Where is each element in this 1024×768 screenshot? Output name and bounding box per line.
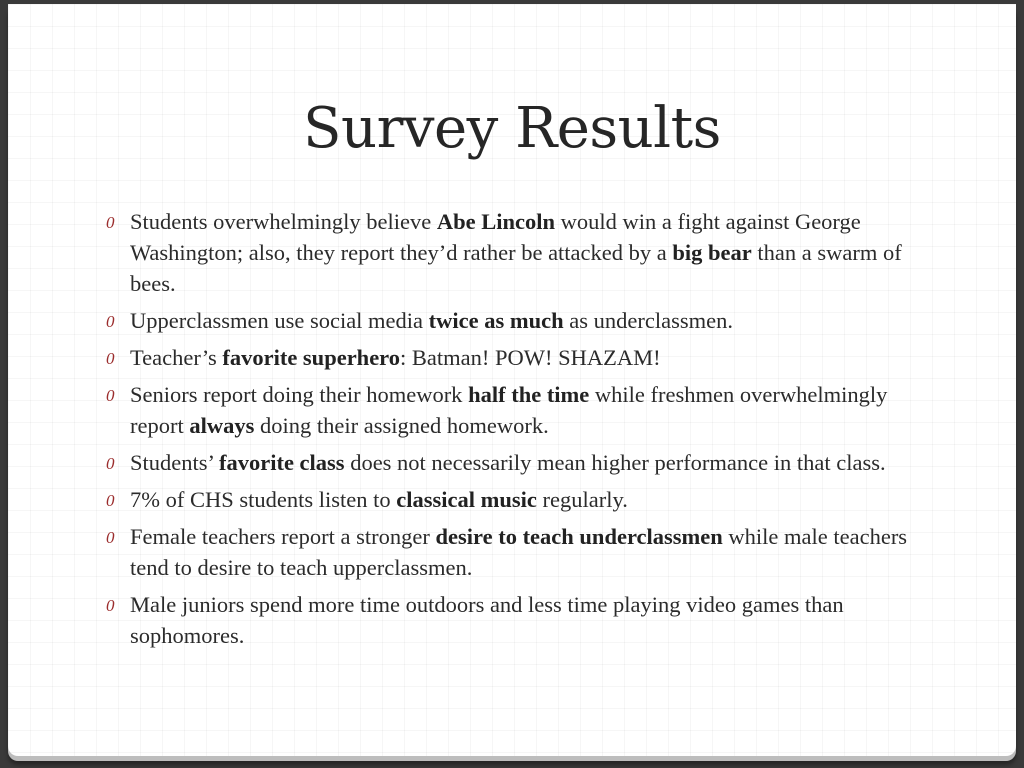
bullet-item	[106, 447, 930, 478]
bullet-item	[106, 484, 930, 515]
bullet-marker-icon: 0	[106, 312, 115, 331]
bullet-emphasis: favorite class	[218, 450, 345, 475]
bullet-marker-icon: 0	[106, 386, 115, 405]
bullet-emphasis: favorite superhero	[222, 345, 401, 370]
bullet-text: while male teachers tend to desire to teach upperclassmen.	[130, 524, 908, 580]
bullet-text: Female teachers report a stronger	[130, 524, 436, 549]
bullet-text: does not necessarily mean higher performance in that class.	[344, 450, 886, 475]
bullet-text: Students overwhelmingly believe	[130, 209, 437, 234]
bullet-text: Upperclassmen use social media	[130, 308, 429, 333]
bullet-text: than a swarm of bees.	[130, 240, 902, 296]
bullet-emphasis: big bear	[672, 240, 752, 265]
slide	[8, 4, 1016, 756]
bullet-marker-icon: 0	[106, 528, 115, 547]
bullet-emphasis: always	[189, 413, 255, 438]
bullet-emphasis: classical music	[396, 487, 537, 512]
bullet-item	[106, 342, 930, 373]
bullet-item	[106, 379, 930, 441]
bullet-text: Male juniors spend more time outdoors and less time playing video games than sophomores.	[130, 592, 844, 648]
bullet-text: while freshmen overwhelmingly report	[130, 382, 888, 438]
bullet-text: as underclassmen.	[563, 308, 733, 333]
bullet-list	[106, 206, 930, 657]
bullet-text: Teacher’s	[130, 345, 223, 370]
bullet-item	[106, 305, 930, 336]
bullet-emphasis: desire to teach underclassmen	[435, 524, 723, 549]
bullet-marker-icon: 0	[106, 213, 115, 232]
bullet-item	[106, 521, 930, 583]
bullet-emphasis: half the time	[468, 382, 590, 407]
slide-title: Survey Results	[303, 96, 721, 161]
bullet-marker-icon: 0	[106, 596, 115, 615]
bullet-text: would win a fight against George Washington; also, they report they’d rather be attacked by a	[130, 209, 861, 265]
bullet-item	[106, 206, 930, 299]
bullet-marker-icon: 0	[106, 454, 115, 473]
bullet-marker-icon: 0	[106, 491, 115, 510]
bullet-emphasis: twice as much	[428, 308, 564, 333]
bullet-emphasis: Abe Lincoln	[436, 209, 555, 234]
bullet-text: regularly.	[536, 487, 628, 512]
bullet-item	[106, 589, 930, 651]
bullet-marker-icon: 0	[106, 349, 115, 368]
bullet-text: 7% of CHS students listen to	[130, 487, 397, 512]
bullet-text: doing their assigned homework.	[254, 413, 549, 438]
bullet-text: Students’	[130, 450, 219, 475]
bullet-text: : Batman! POW! SHAZAM!	[400, 345, 661, 370]
bullet-text: Seniors report doing their homework	[130, 382, 469, 407]
